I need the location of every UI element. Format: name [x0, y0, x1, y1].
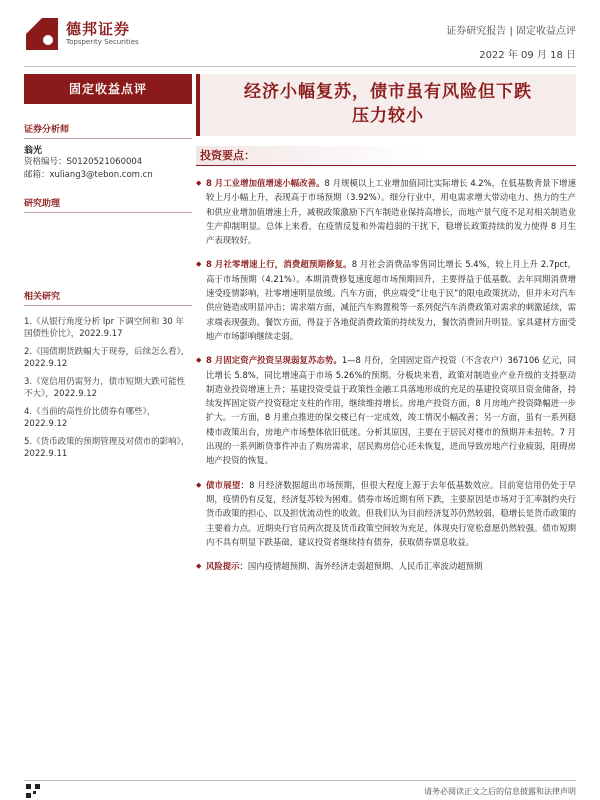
qr-code-icon: [26, 784, 40, 798]
point-risk: [196, 559, 576, 573]
analyst-name: 翁光: [24, 146, 43, 156]
point-investment: [196, 353, 576, 467]
related-item[interactable]: 4.《当前的高性价比债券有哪些》，2022.9.12: [24, 407, 156, 429]
point-body: 8 月经济数据超出市场预期，但很大程度上源于去年低基数效应。目前宽信用仍处于早期，疫情仍有反复，经济复苏较为困难。债券市场近期有所下跌，主要原因是市场对于汇率制约央行货币政策的担心，以及担忧流动性的收敛。但我们认为目前经济复苏仍然较弱，稳增长是货币政策的主要着力点。近期央行官员两次提及货币政策空间较为充足，体现央行宽松意愿仍然较强。债市短期内不具有明显下跌基础，建议投资者继续持有债券，获取债券票息收益。: [206, 479, 577, 547]
main-title-line-2: 压力较小: [352, 106, 424, 126]
brand-logo: [26, 18, 156, 54]
title-banner: [196, 74, 576, 136]
category-label: 固定收益点评: [24, 74, 192, 104]
report-date: 2022 年 09 月 18 日: [479, 50, 576, 61]
analyst-heading: 证券分析师: [24, 122, 192, 139]
main-content: [196, 74, 576, 573]
investment-highlights-heading: 投资要点：: [196, 146, 576, 166]
point-body: 国内疫情超预期、海外经济走弱超预期、人民币汇率波动超预期: [247, 561, 483, 572]
point-retail: [196, 257, 576, 343]
header-divider: [24, 66, 576, 67]
report-type: 证券研究报告 | 固定收益点评: [446, 26, 576, 37]
related-item[interactable]: 2.《国债期货跌幅大于现券，后续怎么看》，2022.9.12: [24, 347, 190, 369]
footer-disclaimer: 请务必阅读正文之后的信息披露和法律声明: [424, 787, 576, 796]
main-title-line-1: 经济小幅复苏，债市虽有风险但下跌: [244, 82, 532, 102]
point-industrial: [196, 176, 576, 247]
point-body: 8 月规模以上工业增加值同比实际增长 4.2%，在低基数背景下增速较上月小幅上升，表现高于市场预期（3.92%）。细分行业中，用电需求增大带动电力、热力的生产和供应业增加值增速上升，减税政策激励下汽车制造业保持高增长，而地产景气度不足对相关制造业生产抑制明显。总体上来看，在疫情反复和外需趋弱的干扰下，稳增长政策持续的发力使得 8 月生产表现较好。: [206, 178, 576, 246]
assistant-area: [24, 213, 192, 271]
sidebar: [24, 74, 192, 466]
report-header: [0, 0, 600, 72]
point-lead: 8 月工业增加值增速小幅改善。: [206, 178, 325, 188]
related-item[interactable]: 1.《从银行角度分析 lpr 下调空间和 30 年国债性价比》，2022.9.17: [24, 317, 184, 339]
related-heading: 相关研究: [24, 289, 192, 306]
point-bond-outlook: [196, 478, 576, 549]
point-lead: 债市展望：: [206, 479, 250, 490]
point-lead: 8 月社零增速上行，消费超预期修复。: [206, 259, 352, 270]
point-body: 1—8 月份，全国固定资产投资（不含农户）367106 亿元，同比增长 5.8%，同比增速高于市场 5.26%的预期。分板块来看，政策对制造业产业升级的支持驱动制造业投资增速上升；基建投资受益于政策性金融工具落地形成的充足的基建投资项目资金储备，持续发挥固定资产投资稳定支柱的作用，继续维持增长。房地产投资方面，8 月房地产投资降幅进一步扩大。一方面，8 月重点推进的保交楼已有一定成效，竣工情况小幅改善；另一方面，虽有一系列稳楼市政策出台，房地产市场整体依旧低迷。分析其原因，主要在于居民对楼市的预期并未扭转。7 月出现的一系列断贷事件冲击了购房需求，居民购房信心还未恢复，进而导致房地产行业疲弱，阻碍房地产投资的恢复。: [206, 355, 576, 466]
point-lead: 风险提示：: [206, 561, 248, 572]
analyst-cert: 资格编号：S0120521060004: [24, 157, 143, 167]
logo-chinese-name: 德邦证券: [66, 20, 131, 38]
shield-logo-icon: [26, 18, 58, 50]
point-lead: 8 月固定资产投资呈现弱复苏态势。: [206, 355, 342, 366]
analyst-email: 邮箱：xuliang3@tebon.com.cn: [24, 170, 153, 180]
related-research-list: [24, 316, 192, 460]
footer-divider: [24, 780, 576, 781]
assistant-heading: 研究助理: [24, 196, 192, 213]
point-body: 8 月社会消费品零售同比增长 5.4%，较上月上升 2.7pct，高于市场预期（4.21%）。本期消费修复速度超市场预期回升，主要得益于低基数。去年同期消费增速受疫情影响，社零增速明显放缓。汽车方面，供应端受“让电于民”的限电政策扰动，但并未对汽车供应链造成明显冲击；需求端方面，减征汽车购置税等一系列促汽车消费政策对需求的刺激延续，需求端表现强劲。餐饮方面，得益于各地促消费政策的持续发力，餐饮消费回升明显。家具建材方面受地产市场影响继续走弱。: [206, 259, 576, 341]
related-item[interactable]: 3.《宽信用仍需努力，债市短期大跌可能性不大》，2022.9.12: [24, 377, 186, 399]
related-item[interactable]: 5.《货币政策的预期管理及对债市的影响》，2022.9.11: [24, 437, 190, 459]
logo-english-name: Topsperity Securities: [66, 38, 139, 46]
